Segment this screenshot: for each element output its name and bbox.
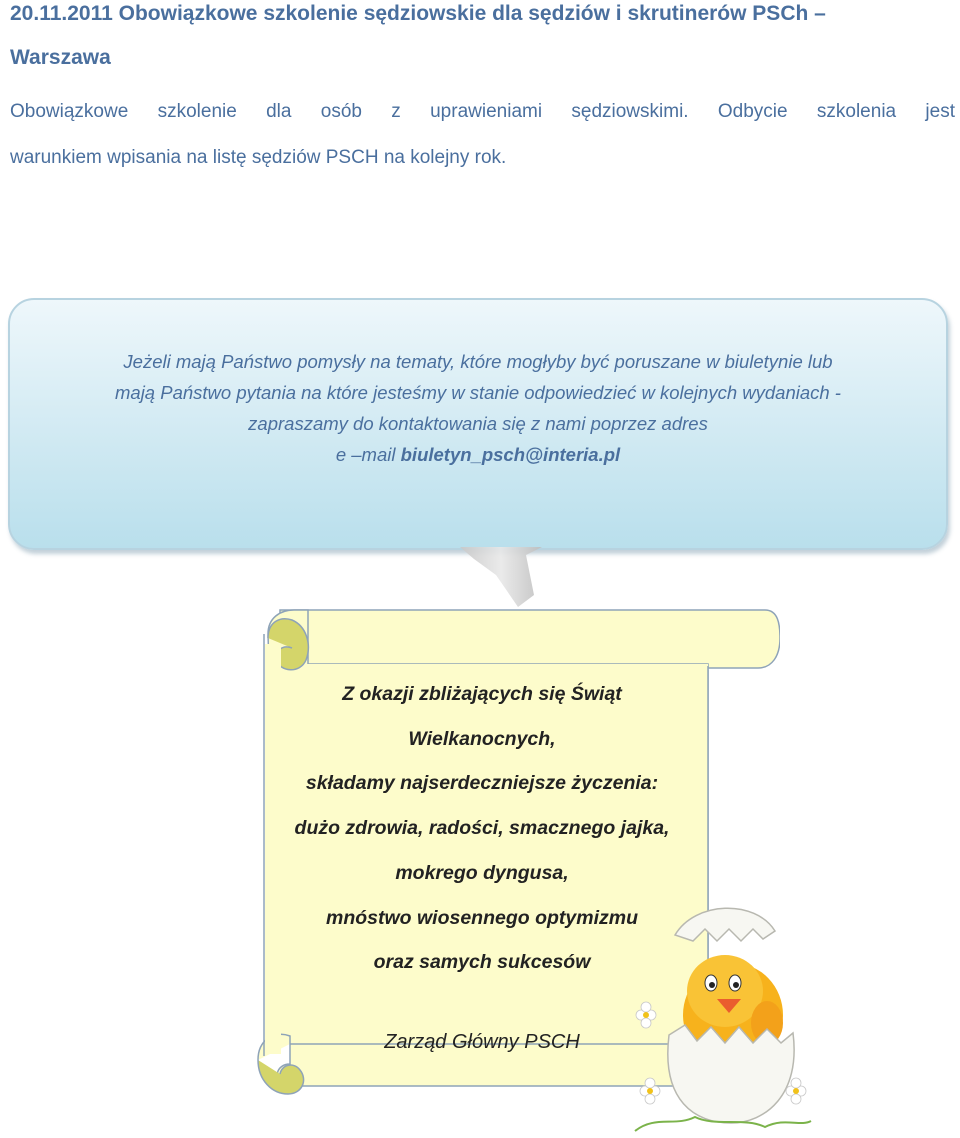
greeting-line: oraz samych sukcesów [373,951,591,974]
intro-line-2: warunkiem wpisania na listę sędziów PSCH na kolejny rok. [10,147,507,168]
heading-city: Warszawa [10,46,111,69]
notice-email-line [30,439,926,470]
notice-line-1: Jeżeli mają Państwo pomysły na tematy, które mogłyby być poruszane w biuletynie lub [123,351,833,372]
notice-callout [8,298,948,550]
greeting-line: Wielkanocnych, [408,727,556,750]
page-heading: 20.11.2011 Obowiązkowe szkolenie sędziowskie dla sędziów i skrutinerów PSCh – [10,2,826,25]
email-address[interactable]: biuletyn_psch@interia.pl [400,444,621,465]
intro-line-1: Obowiązkowe szkolenie dla osób z uprawieniami sędziowskimi. Odbycie szkolenia jest [10,101,955,122]
notice-text [30,346,926,470]
greeting-line: Z okazji zbliżających się Świąt [342,683,622,705]
intro-paragraph [10,89,955,181]
notice-line-2: mają Państwo pytania na które jesteśmy w stanie odpowiedzieć w kolejnych wydaniach - [115,382,841,403]
greeting-line: mokrego dyngusa, [395,861,569,884]
easter-chick-icon [625,895,815,1135]
email-prefix: e –mail [335,444,396,465]
greeting-line: mnóstwo wiosennego optymizmu [325,906,638,929]
notice-line-3: zapraszamy do kontaktowania się z nami poprzez adres [248,413,708,434]
callout-pointer [456,545,546,609]
greeting-line: składamy najserdeczniejsze życzenia: [305,772,659,795]
greeting-line: dużo zdrowia, radości, smacznego jajka, [294,817,670,840]
signature: Zarząd Główny PSCH [384,1031,580,1053]
